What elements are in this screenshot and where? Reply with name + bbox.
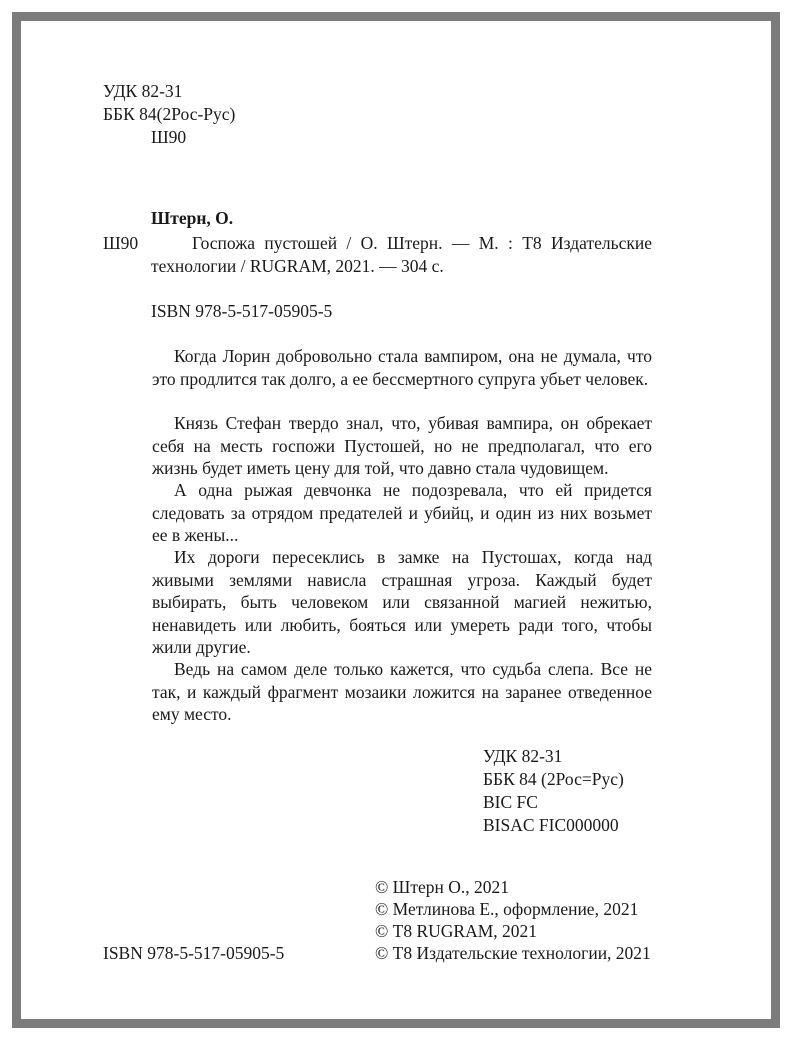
record-isbn: ISBN 978-5-517-05905-5 — [151, 301, 333, 321]
class-bbk: ББК 84 (2Рос=Рус) — [483, 769, 624, 789]
copyright-line: © Т8 Издательские технологии, 2021 — [375, 943, 651, 963]
annotation-paragraph-2: Князь Стефан твердо знал, что, убивая вампира, он обрекает себя на месть госпожи Пустошей, но не предполагал, что его жизнь будет иметь цену для той, что давно стала чудовищем. — [152, 413, 652, 478]
copyright-line: © Метлинова Е., оформление, 2021 — [375, 899, 639, 919]
annotation-paragraph-3: А одна рыжая девчонка не подозревала, что ей придется следовать за отрядом предателей и убийц, и один из них возьмет ее в жены... — [152, 480, 652, 545]
class-udk: УДК 82-31 — [483, 746, 563, 766]
copyright-line: © Т8 RUGRAM, 2021 — [375, 921, 538, 941]
header-author-code: Ш90 — [151, 127, 187, 147]
annotation-paragraph-5: Ведь на самом деле только кажется, что судьба слепа. Все не так, и каждый фрагмент мозаики ложится на заранее отведенное ему место. — [152, 659, 652, 724]
header-udk: УДК 82-31 — [103, 81, 183, 101]
record-author: Штерн, О. — [151, 208, 234, 228]
record-line-1: Госпожа пустошей / О. Штерн. — М. : Т8 Издательские — [192, 233, 652, 253]
record-author-code: Ш90 — [103, 233, 139, 253]
annotation-paragraph-4: Их дороги пересеклись в замке на Пустошах, когда над живыми землями нависла страшная угроза. Каждый будет выбирать, быть человеком или связанной магией нежитью, ненавидеть или любить, бояться или умереть ради того, чтобы жили другие. — [152, 547, 652, 657]
copyright-line: © Штерн О., 2021 — [375, 877, 509, 897]
class-bisac: BISAC FIC000000 — [483, 815, 619, 835]
annotation-paragraph-1: Когда Лорин добровольно стала вампиром, она не думала, что это продлится так долго, а ее бессмертного супруга убьет человек. — [152, 346, 652, 389]
record-line-2: технологии / RUGRAM, 2021. — 304 с. — [151, 256, 444, 276]
class-bic: BIC FC — [483, 792, 538, 812]
footer-isbn: ISBN 978-5-517-05905-5 — [103, 943, 285, 963]
header-bbk: ББК 84(2Рос-Рус) — [103, 104, 236, 124]
